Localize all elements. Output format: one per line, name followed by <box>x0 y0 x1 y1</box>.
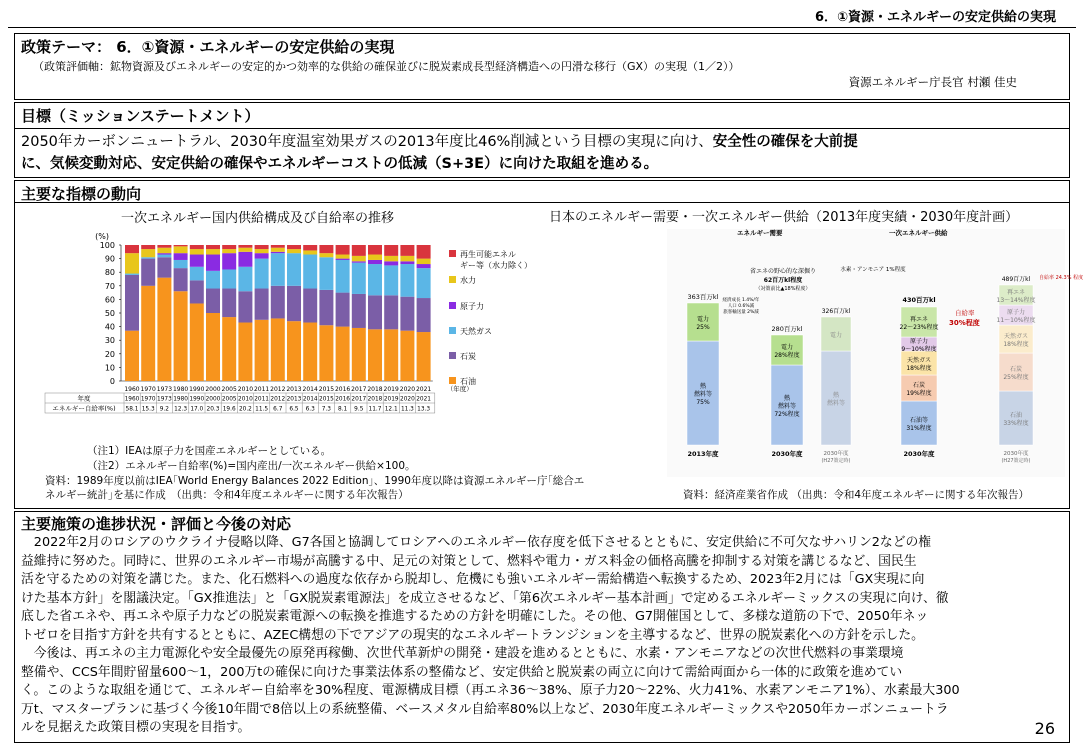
demand-2030-bar-label: 燃料等 <box>777 403 797 410</box>
bar-segment <box>255 259 269 289</box>
indicators-box <box>14 180 1084 509</box>
measures-line: けた基本方針」を閣議決定。「GX推進法」と「GX脱炭素電源法」を成立させるなど、「第6次エネルギー基本計画」で定めるエネルギーミックスの実現に向け、徹 <box>21 590 949 606</box>
measures-line: 底した省エネや、再エネや原子力などの脱炭素電源への転換を推進するための方針を明確にした。その他、G7開催国として、多様な道筋の下で、2050年ネッ <box>21 609 929 624</box>
bar-segment <box>238 323 252 381</box>
bar-segment <box>400 297 414 331</box>
y-tick-label: 70 <box>104 281 115 291</box>
left-chart-panel <box>15 205 585 508</box>
legend-label: ギー等（水力除く） <box>460 261 532 270</box>
legend-swatch <box>449 250 456 257</box>
measures-line: 万t、マスタープランに基づく今後10年間で8倍以上の系統整備、ベースメタル自給率80%以上など、2030年度エネルギーミックスや2050年カーボンニュートラ <box>21 701 949 717</box>
bar-segment <box>336 327 350 381</box>
table-year: 2013 <box>286 396 302 403</box>
bar-segment <box>400 261 414 264</box>
table-self-sufficiency: 19.6 <box>222 406 236 413</box>
bar-segment <box>206 289 220 313</box>
supply-2030-old-label: 2030年度 <box>1003 451 1029 457</box>
bar-segment <box>417 332 431 381</box>
bar-segment <box>271 286 285 319</box>
left-chart-title: 一次エネルギー国内供給構成及び自給率の推移 <box>121 211 395 226</box>
bar-segment <box>271 245 285 248</box>
savings-amount: 62百万kl程度 <box>763 277 803 284</box>
table-self-sufficiency: 6.5 <box>289 406 299 413</box>
demand-2013-bar-label: 25% <box>696 324 710 331</box>
demand-2030-old-sub: (H27策定時) <box>821 458 851 464</box>
table-year: 1970 <box>140 396 156 403</box>
supply-2030-old-bar-label: 原子力 <box>1006 309 1026 316</box>
table-year: 1973 <box>157 396 172 403</box>
x-tick-label: 1980 <box>172 386 189 393</box>
bar-segment <box>287 245 301 249</box>
bar-segment <box>319 253 333 257</box>
demand-header: エネルギー需要 <box>737 229 783 237</box>
table-self-sufficiency: 11.7 <box>368 406 382 413</box>
table-year: 2020 <box>400 396 415 403</box>
bar-segment <box>255 289 269 320</box>
demand-2030-bar-label: 電力 <box>780 344 794 351</box>
bar-segment <box>352 245 366 256</box>
demand-2030-label: 2030年度 <box>771 450 803 458</box>
old-self-rate: 自給率 24.3% 程度 <box>1039 275 1084 281</box>
table-year: 1980 <box>173 396 188 403</box>
table-year: 1990 <box>189 396 205 403</box>
bar-segment <box>255 320 269 381</box>
legend-label: 再生可能エネル <box>460 250 516 259</box>
bar-segment <box>384 245 398 256</box>
supply-2030-old-bar-label: 石油 <box>1009 412 1023 419</box>
bar-segment <box>271 252 285 253</box>
bar-segment <box>174 268 188 291</box>
measures-box <box>14 511 1070 743</box>
right-chart-title: 日本のエネルギー需要・一次エネルギー供給（2013年度実績・2030年度計画） <box>549 210 1019 225</box>
bar-segment <box>238 252 252 267</box>
stat-3: 旅客輸送量 2%減 <box>723 310 759 315</box>
supply-2030-bar-label: 22～23%程度 <box>899 324 939 331</box>
supply-2030-old-bar-label: 11～10%程度 <box>996 317 1036 324</box>
table-year: 2014 <box>302 396 318 403</box>
y-tick-label: 10 <box>104 363 115 373</box>
x-tick-label: 2020 <box>399 386 416 393</box>
bar-segment <box>174 291 188 381</box>
bar-segment <box>352 263 366 294</box>
y-tick-label: 80 <box>104 268 115 278</box>
bar-segment <box>174 260 188 268</box>
table-self-sufficiency: 17.0 <box>190 406 204 413</box>
bar-segment <box>190 267 204 281</box>
x-tick-label: 2012 <box>270 386 286 393</box>
bar-segment <box>238 267 252 291</box>
bar-segment <box>384 329 398 381</box>
measures-line: 今後は、再エネの主力電源化や安全最優先の原発再稼働、次世代革新炉の開発・建設を進めるとともに、水素・アンモニアなどの次世代燃料の事業環境 <box>21 646 904 661</box>
bar-segment <box>157 278 171 381</box>
x-tick-label: 2014 <box>302 386 318 393</box>
mission-box <box>14 102 1070 178</box>
bar-segment <box>174 253 188 260</box>
bar-segment <box>125 275 139 331</box>
table-year: 2000 <box>205 396 221 403</box>
table-self-sufficiency: 20.3 <box>206 406 220 413</box>
bar-segment <box>238 248 252 252</box>
demand-2030-bar-label: 28%程度 <box>774 352 800 359</box>
supply-2030-bar-label: 再エネ <box>909 316 929 323</box>
bar-segment <box>157 248 171 253</box>
x-tick-label: 2005 <box>221 386 237 393</box>
y-tick-label: 50 <box>104 309 115 318</box>
measures-line: 整備や、CCS年間貯留量600～1，200万tの確保に向けた事業法体系の整備など、安定供給と脱炭素の両立に向けて需給両面から一体的に政策を進めてい <box>21 664 903 680</box>
supply-2030-old-bar-label: 25%程度 <box>1003 374 1029 381</box>
table-year: 2017 <box>351 396 367 403</box>
source-left-2: ネルギー統計｣を基に作成 （出典：令和4年度エネルギーに関する年次報告） <box>45 489 409 501</box>
table-self-sufficiency: 58.1 <box>125 406 139 413</box>
demand-2030-old-label: 2030年度 <box>823 451 849 457</box>
bar-segment <box>222 269 236 288</box>
bar-segment <box>319 245 333 253</box>
x-tick-label: 2015 <box>318 386 335 393</box>
mission-text-bold1: 安全性の確保を大前提 <box>712 134 858 150</box>
page-number: 26 <box>1034 719 1055 738</box>
demand-2013-bar-label: 熱 <box>699 383 707 390</box>
y-tick-label: 30 <box>104 336 115 346</box>
bar-segment <box>157 245 171 248</box>
table-year: 2012 <box>270 396 286 403</box>
bar-segment <box>125 274 139 275</box>
table-row1-label: 年度 <box>77 394 91 403</box>
bar-segment <box>222 245 236 249</box>
bar-segment <box>368 260 382 264</box>
bar-segment <box>125 253 139 273</box>
supply-2030-old-bar-label: 再エネ <box>1006 289 1026 296</box>
x-axis-label: （年度） <box>446 385 473 393</box>
measures-line: 2022年2月のロシアのウクライナ侵略以降、G7各国と協調してロシアへのエネルギー依存度を低下させるとともに、安定供給に不可欠なサハリン2などの権 <box>21 535 932 550</box>
bar-segment <box>222 289 236 318</box>
bar-segment <box>271 253 285 286</box>
bar-segment <box>384 256 398 261</box>
bar-segment <box>190 280 204 303</box>
demand-2013-label: 2013年度 <box>687 450 719 458</box>
legend-swatch <box>449 302 456 309</box>
legend-swatch <box>449 327 456 334</box>
demand-2030-bar-label: 72%程度 <box>774 411 800 418</box>
bar-segment <box>141 249 155 257</box>
demand-2013-total: 363百万kl <box>687 293 719 301</box>
bar-segment <box>352 256 366 261</box>
x-tick-label: 1973 <box>156 386 173 393</box>
bar-segment <box>125 245 139 253</box>
bar-segment <box>157 253 171 254</box>
policy-theme: 政策テーマ： 6．①資源・エネルギーの安定供給の実現 <box>21 38 395 56</box>
bar-segment <box>368 295 382 329</box>
supply-2030-old-bar-label: 天然ガス <box>1003 333 1029 340</box>
bar-segment <box>352 328 366 381</box>
bar-segment <box>206 255 220 271</box>
supply-header: 一次エネルギー供給 <box>889 229 948 237</box>
y-tick-label: 100 <box>99 241 115 250</box>
bar-segment <box>222 249 236 253</box>
demand-2030-old-bar-label: 燃料等 <box>826 400 846 407</box>
y-axis-label: (%) <box>95 232 109 241</box>
supply-2030-old-bar-label: 石炭 <box>1009 366 1023 373</box>
bar-segment <box>157 255 171 258</box>
bar-segment <box>368 245 382 255</box>
bar-segment <box>400 264 414 297</box>
table-self-sufficiency: 11.5 <box>255 406 269 413</box>
bar-segment <box>368 329 382 381</box>
bar-segment <box>303 250 317 254</box>
table-self-sufficiency: 20.2 <box>238 406 252 413</box>
table-self-sufficiency: 6.3 <box>305 406 315 413</box>
table-year: 2005 <box>221 396 237 403</box>
bar-segment <box>303 255 317 289</box>
bar-segment <box>352 261 366 262</box>
bar-segment <box>141 257 155 258</box>
stat-1: 経済成長 1.4%/年 <box>722 298 760 303</box>
x-tick-label: 2000 <box>205 386 221 393</box>
bar-segment <box>271 248 285 252</box>
x-tick-label: 2019 <box>383 386 399 393</box>
bar-segment <box>303 323 317 381</box>
table-self-sufficiency: 12.1 <box>384 406 398 413</box>
y-tick-label: 0 <box>109 377 115 386</box>
bar-segment <box>206 245 220 249</box>
mission-text-plain: 2050年カーボンニュートラル、2030年度温室効果ガスの2013年度比46%削減という目標の実現に向け、 <box>21 134 713 150</box>
bar-segment <box>287 286 301 321</box>
table-year: 2019 <box>383 396 399 403</box>
bar-segment <box>368 264 382 295</box>
bar-segment <box>255 245 269 249</box>
x-tick-label: 1970 <box>140 386 156 393</box>
table-year: 2016 <box>335 396 350 403</box>
bar-segment <box>319 325 333 381</box>
bar-segment <box>190 249 204 254</box>
bar-segment <box>336 293 350 327</box>
bar-segment <box>271 318 285 381</box>
bar-segment <box>417 264 431 268</box>
mission-text <box>15 129 1069 175</box>
bar-segment <box>336 245 350 255</box>
x-tick-label: 2016 <box>334 386 351 393</box>
bar-segment <box>287 321 301 381</box>
table-self-sufficiency: 9.5 <box>354 406 364 413</box>
legend-label: 原子力 <box>460 302 484 311</box>
indicators-title: 主要な指標の動向 <box>15 181 1069 203</box>
note-1: （注1）IEAは原子力を国産エネルギーとしている。 <box>87 445 332 457</box>
measures-line: く。このような取組を通じて、エネルギー自給率を30%程度、電源構成目標（再エネ36～38%、原子力20～22%、火力41%、水素アンモニア1%）、水素最大300 <box>21 683 960 698</box>
demand-2013-bar-label: 燃料等 <box>693 391 713 398</box>
x-tick-label: 2021 <box>415 386 432 393</box>
bar-segment <box>141 286 155 381</box>
supply-2030-old-sub: (H27策定時) <box>1001 458 1031 464</box>
bar-segment <box>417 259 431 264</box>
bar-segment <box>336 260 350 293</box>
bar-segment <box>400 256 414 261</box>
bar-segment <box>255 253 269 258</box>
bar-segment <box>384 295 398 329</box>
legend-swatch <box>449 276 456 283</box>
policy-evaluation-axis: （政策評価軸：鉱物資源及びエネルギーの安定的かつ効率的な供給の確保並びに脱炭素成長型経済構造への円滑な移行（GX）の実現（1／2）） <box>33 60 740 73</box>
bar-segment <box>287 253 301 286</box>
x-tick-label: 1960 <box>124 386 140 393</box>
bar-segment <box>303 245 317 250</box>
supply-2030-old-bar-label: 18%程度 <box>1003 341 1029 348</box>
y-tick-label: 40 <box>104 322 115 332</box>
bar-segment <box>400 245 414 256</box>
bar-segment <box>368 255 382 260</box>
measures-body <box>15 534 1069 738</box>
table-year: 2018 <box>367 396 383 403</box>
bar-segment <box>384 265 398 295</box>
savings-label: 省エネの野心的な深掘り <box>749 268 817 275</box>
bar-segment <box>352 294 366 328</box>
table-self-sufficiency: 15.3 <box>141 406 155 413</box>
y-tick-label: 20 <box>104 349 115 359</box>
bar-segment <box>222 253 236 269</box>
table-self-sufficiency: 13.3 <box>417 406 431 413</box>
bar-segment <box>303 289 317 323</box>
supply-2030-bar-label: 19%程度 <box>906 390 932 397</box>
policy-author: 資源エネルギー庁長官 村瀬 佳史 <box>848 75 1017 89</box>
mission-text-bold2: に、気候変動対応、安定供給の確保やエネルギーコストの低減（S+3E）に向けた取組を進める。 <box>21 156 659 172</box>
supply-2030-total: 430百万kl <box>902 296 936 304</box>
bar-segment <box>417 268 431 298</box>
demand-2030-total: 280百万kl <box>771 325 803 333</box>
demand-2030-old-total: 326百万kl <box>821 308 851 315</box>
supply-2030-bar-label: 9～10%程度 <box>901 346 937 353</box>
table-self-sufficiency: 12.3 <box>174 406 188 413</box>
table-self-sufficiency: 7.3 <box>321 406 332 413</box>
bar-segment <box>125 331 139 381</box>
x-tick-label: 2013 <box>286 386 302 393</box>
table-row2-label: エネルギー自給率(%) <box>52 404 116 413</box>
table-year: 2021 <box>416 396 431 403</box>
table-year: 2011 <box>254 396 269 403</box>
bar-segment <box>141 259 155 286</box>
x-tick-label: 2010 <box>237 386 254 393</box>
right-chart-panel <box>545 205 1084 508</box>
bar-segment <box>287 249 301 253</box>
table-year: 2010 <box>238 396 253 403</box>
measures-line: トゼロを目指す方針を共有するとともに、AZEC構想の下でアジアの現実的なエネルギートランジションを主導するなど、世界の脱炭素化への方針を示した。 <box>21 627 924 643</box>
y-tick-label: 60 <box>104 295 115 305</box>
bar-segment <box>336 259 350 260</box>
savings-note: （対策前比▲18%程度） <box>755 286 811 292</box>
bar-segment <box>141 245 155 249</box>
measures-title: 主要施策の進捗状況・評価と今後の対応 <box>21 515 292 533</box>
bar-segment <box>319 290 333 325</box>
supply-2030-old-bar-label: 33%程度 <box>1003 420 1029 427</box>
supply-2030-bar-label: 原子力 <box>909 338 929 345</box>
demand-2030-bar-label: 熱 <box>783 395 791 402</box>
supply-2030-bar-label: 石油等 <box>909 417 929 424</box>
demand-2013-bar-label: 電力 <box>696 316 710 323</box>
y-tick-label: 90 <box>104 254 115 264</box>
bar-segment <box>336 255 350 259</box>
bar-segment <box>319 257 333 290</box>
measures-line: ルを見据えた政策目標の実現を目指す。 <box>21 720 251 735</box>
supply-2030-label: 2030年度 <box>903 450 935 458</box>
bar-segment <box>174 246 188 253</box>
legend-label: 石炭 <box>460 352 476 361</box>
supply-2030-old-total: 489百万kl <box>1001 276 1031 283</box>
note-2: （注2）エネルギー自給率(%)=国内産出/一次エネルギー供給×100。 <box>87 460 416 472</box>
x-tick-label: 1990 <box>189 386 205 393</box>
bar-segment <box>238 245 252 248</box>
demand-2013-bar-label: 75% <box>696 399 710 406</box>
supply-2030-old-bar-label: 13～14%程度 <box>996 297 1036 304</box>
supply-2030-bar-label: 31%程度 <box>906 425 932 432</box>
bar-segment <box>206 271 220 289</box>
bar-segment <box>384 261 398 265</box>
x-tick-label: 2018 <box>367 386 383 393</box>
bar-segment <box>417 245 431 259</box>
table-self-sufficiency: 9.2 <box>159 406 170 413</box>
table-year: 2015 <box>319 396 334 403</box>
supply-2030-bar-label: 石炭 <box>912 382 926 389</box>
demand-2030-old-bar-label: 熱 <box>832 392 840 399</box>
bar-segment <box>417 298 431 332</box>
header-divider <box>8 27 1076 28</box>
bar-segment <box>190 245 204 249</box>
legend-swatch <box>449 377 456 384</box>
self-rate-value: 30%程度 <box>949 319 980 327</box>
table-year: 1960 <box>124 396 140 403</box>
table-self-sufficiency: 11.3 <box>400 406 414 413</box>
bar-segment <box>238 291 252 322</box>
supply-2030-bar-label: 天然ガス <box>906 357 932 364</box>
bar-segment <box>255 249 269 253</box>
bar-segment <box>206 313 220 381</box>
bar-segment <box>157 257 171 277</box>
mission-title: 目標（ミッションステートメント） <box>15 103 1069 129</box>
legend-swatch <box>449 352 456 359</box>
demand-2030-old-bar-label: 電力 <box>829 332 843 339</box>
source-left-1: 資料：1989年度以前はIEA｢World Energy Balances 2022 Edition｣、1990年度以降は資源エネルギー庁｢総合エ <box>45 475 585 487</box>
source-right: 資料：経済産業省作成 （出典：令和4年度エネルギーに関する年次報告） <box>683 489 1030 501</box>
bar-segment <box>222 317 236 381</box>
legend-label: 水力 <box>460 276 476 285</box>
energy-supply-stacked-bar-chart <box>15 225 540 465</box>
measures-line: 活を守るための対策を講じた。また、化石燃料への過度な依存から脱却し、危機にも強いエネルギー需給構造へ転換するため、2023年2月には「GX実現に向 <box>21 572 925 587</box>
x-tick-label: 2011 <box>253 386 270 393</box>
table-self-sufficiency: 6.7 <box>273 406 283 413</box>
policy-theme-box <box>14 33 1070 100</box>
bar-segment <box>190 255 204 267</box>
bar-segment <box>190 303 204 381</box>
page-header-title: 6．①資源・エネルギーの安定供給の実現 <box>814 10 1056 25</box>
legend-label: 天然ガス <box>460 327 492 336</box>
table-self-sufficiency: 8.1 <box>337 406 348 413</box>
x-tick-label: 2017 <box>351 386 367 393</box>
hydrogen-label: 水素・アンモニア 1%程度 <box>840 267 906 273</box>
supply-2030-bar-label: 18%程度 <box>906 365 932 372</box>
legend-label: 石油 <box>460 377 476 386</box>
bar-segment <box>206 249 220 254</box>
bar-segment <box>174 245 188 246</box>
measures-line: 益維持に努めた。同時に、世界のエネルギー市場が高騰する中、足元の対策として、燃料や電力・ガス料金の価格高騰を抑制する対策を講じるなど、国民生 <box>21 553 917 569</box>
self-rate-label: 自給率 <box>955 309 975 317</box>
bar-segment <box>400 331 414 381</box>
stat-2: 人口 0.6%減 <box>727 304 755 309</box>
energy-demand-supply-chart <box>545 227 1084 485</box>
